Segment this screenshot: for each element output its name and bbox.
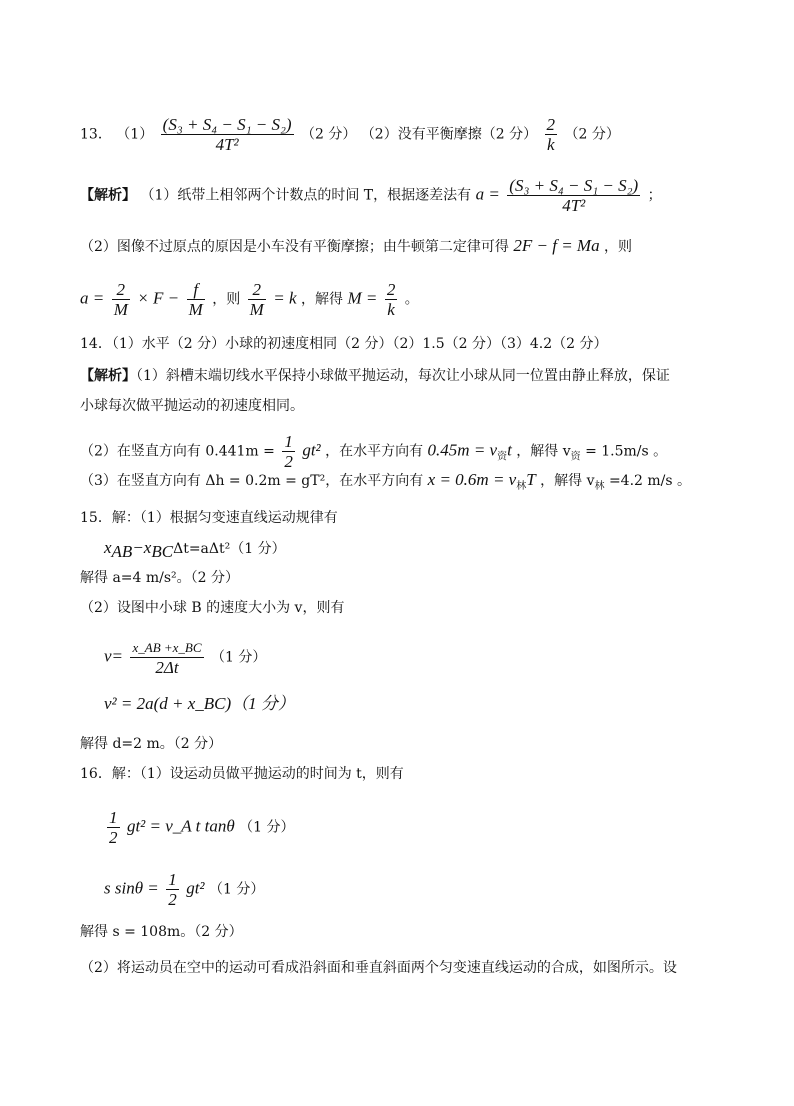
q15-eq1-rest: Δt=aΔt²（1 分） (173, 541, 286, 557)
q15-v-num: x_AB +x_BC (130, 638, 203, 658)
q13-line3-frac2-num: f (187, 280, 205, 300)
q15-res2 (80, 734, 222, 754)
q13-line3-frac4-den: k (387, 300, 395, 319)
q15-res1-text: 解得 a=4 m/s²。（2 分） (80, 570, 240, 586)
q16-eq2-fraction (166, 870, 179, 909)
q13-line3-solve: ，解得 (301, 291, 344, 308)
q14-a3-T: T (526, 470, 536, 489)
q14-analysis1: （1）斜槽末端切线水平保持小球做平抛运动，每次让小球从同一位置由静止释放，保证 (136, 368, 670, 384)
q16-res (80, 922, 243, 942)
q14-analysis-line1b (80, 396, 304, 416)
q13-line3-frac3 (248, 280, 266, 319)
q14-a3-res: =4.2 m/s 。 (604, 473, 692, 489)
q13-analysis-line3 (80, 280, 419, 319)
q15-part2-text: （2）设图中小球 B 的速度大小为 v，则有 (80, 600, 345, 616)
q14-answer: （1）水平（2 分）小球的初速度相同（2 分）（2）1.5（2 分）（3）4.2（2 分） (111, 336, 608, 352)
q14-a2-res: = 1.5m/s 。 (580, 443, 668, 460)
q13-analysis1-fraction (507, 176, 640, 215)
q15-v-den: 2Δt (155, 658, 179, 677)
q13-analysis-line1 (80, 176, 662, 215)
q15-v-lhs: v= (104, 646, 124, 666)
q13-analysis1-text: （1）纸带上相邻两个计数点的时间 T，根据逐差法有 (140, 187, 472, 204)
q13-line3-end: 。 (404, 291, 419, 308)
q15-v-score: （1 分） (211, 649, 267, 666)
q13-answer3-numerator: 2 (546, 115, 556, 134)
q14-number: 14． (80, 336, 112, 352)
q15-v-line (104, 638, 266, 677)
q14-answer-line (80, 334, 608, 354)
q16-eq1-num: 1 (109, 808, 118, 827)
q14-a2-gt: gt² (302, 440, 321, 460)
q14-a2-mid: ，在水平方向有 (325, 443, 424, 460)
q16-eq1-score: （1 分） (239, 819, 295, 836)
q13-analysis2-end: ，则 (604, 239, 633, 255)
q14-a3-sub: 林 (516, 480, 527, 492)
q13-analysis2-equation: 2F − f = Ma (513, 236, 600, 255)
q15-res2-text: 解得 d=2 m。（2 分） (80, 736, 223, 752)
q13-answer3-denominator: k (547, 135, 555, 154)
q16-title-text: 16．解：（1）设运动员做平抛运动的时间为 t，则有 (80, 766, 404, 782)
q14-a2-den: 2 (284, 452, 293, 471)
q16-eq1-den: 2 (109, 828, 118, 847)
q14-a2-solve: ，解得 v (516, 443, 571, 460)
q15-res1 (80, 568, 239, 588)
q15-eq1 (104, 538, 286, 562)
q15-title-text: 15．解：（1）根据匀变速直线运动规律有 (80, 510, 338, 526)
q16-eq2-rest: gt² (186, 878, 205, 898)
q13-line3-frac1-num: 2 (112, 280, 130, 300)
q15-eq1-ab: AB (111, 541, 133, 561)
q14-analysis1b: 小球每次做平抛运动的初速度相同。 (80, 398, 304, 414)
q15-part2 (80, 598, 344, 618)
q15-eq1-bc: BC (151, 541, 174, 561)
q13-answer1-denominator: 4T² (215, 135, 239, 154)
q16-eq2 (104, 870, 264, 909)
q13-line3-frac4 (385, 280, 398, 319)
q15-title (80, 508, 338, 528)
q13-number: 13． (80, 126, 112, 143)
q16-eq2-num: 1 (168, 870, 177, 889)
q14-a3-pre: （3）在竖直方向有 Δh = 0.2m = gT²，在水平方向有 (80, 473, 424, 489)
q13-line3-a: a = (80, 288, 105, 308)
q13-line3-frac1 (112, 280, 130, 319)
q16-eq1 (104, 808, 294, 847)
q14-a2-t: t (507, 440, 512, 460)
q14-analysis-line1 (80, 366, 670, 386)
q13-line3-frac3-den: M (249, 300, 264, 319)
q14-analysis-line2 (80, 432, 667, 471)
q14-a2-eq: 0.45m = v (427, 440, 498, 460)
q13-line3-M: M = (347, 288, 378, 308)
q14-a2-num: 1 (284, 432, 293, 451)
q13-line3-frac1-den: M (113, 300, 128, 319)
q14-a2-fraction (282, 432, 295, 471)
q13-score1: （2 分） (301, 126, 357, 143)
q16-part2-text: （2）将运动员在空中的运动可看成沿斜面和垂直斜面两个匀变速直线运动的合成，如图所示。设 (80, 960, 677, 976)
q14-analysis-line3 (80, 470, 691, 497)
q16-eq1-rest: gt² = v_A t tanθ (126, 816, 235, 836)
q13-analysis1-denominator: 4T² (562, 196, 586, 215)
q13-line3-frac2-den: M (188, 300, 203, 319)
q16-eq2-den: 2 (168, 890, 177, 909)
q13-line3-then: ，则 (212, 291, 241, 308)
q14-analysis-tag: 【解析】 (80, 368, 136, 384)
q16-part2 (80, 958, 677, 978)
q15-v-fraction (130, 638, 203, 677)
q14-a2-pre: （2）在竖直方向有 0.441m = (80, 443, 275, 460)
q13-line3-mid: × F − (137, 288, 180, 308)
q13-analysis1-lhs: a = (475, 184, 500, 204)
q14-a2-sub: 资 (497, 451, 508, 463)
q13-score3: （2 分） (564, 126, 620, 143)
q13-part2: （2）没有平衡摩擦（2 分） (360, 126, 538, 143)
q16-eq1-fraction (107, 808, 120, 847)
q15-v2-text: v² = 2a(d + x_BC)（1 分） (104, 694, 295, 713)
q14-a3-solve: ，解得 v (540, 473, 595, 489)
q13-part1-label: （1） (116, 126, 154, 143)
q16-title (80, 764, 404, 784)
q16-eq2-score: （1 分） (208, 881, 265, 898)
q13-analysis-line2 (80, 236, 632, 257)
q15-eq1-mid: −x (132, 538, 152, 557)
q13-line3-eqk: = k (273, 288, 297, 308)
q13-analysis2-text: （2）图像不过原点的原因是小车没有平衡摩擦；由牛顿第二定律可得 (80, 239, 509, 255)
q15-v2-line (104, 694, 295, 715)
q13-analysis-tag: 【解析】 (80, 187, 136, 204)
q14-a3-eq: x = 0.6m = v (427, 470, 517, 489)
q16-res-text: 解得 s = 108m。（2 分） (80, 924, 243, 940)
q13-analysis1-numerator: (S₃ + S₄ − S₁ − S₂) (509, 176, 639, 195)
q14-a3-sub2: 林 (594, 480, 605, 492)
q13-analysis1-end: ； (647, 187, 662, 204)
q13-answer3-fraction (545, 115, 558, 154)
q15-eq1-x: x (104, 538, 112, 557)
q13-line3-frac2 (187, 280, 205, 319)
q13-answer1-numerator: (S₃ + S₄ − S₁ − S₂) (162, 115, 292, 134)
q13-line3-frac3-num: 2 (248, 280, 266, 300)
q13-answer1-fraction (161, 115, 294, 154)
q13-answer-line (80, 115, 620, 154)
q13-line3-frac4-num: 2 (386, 280, 396, 299)
q16-eq2-lhs: s sinθ = (104, 878, 159, 898)
q14-a2-sub2: 资 (570, 451, 581, 463)
